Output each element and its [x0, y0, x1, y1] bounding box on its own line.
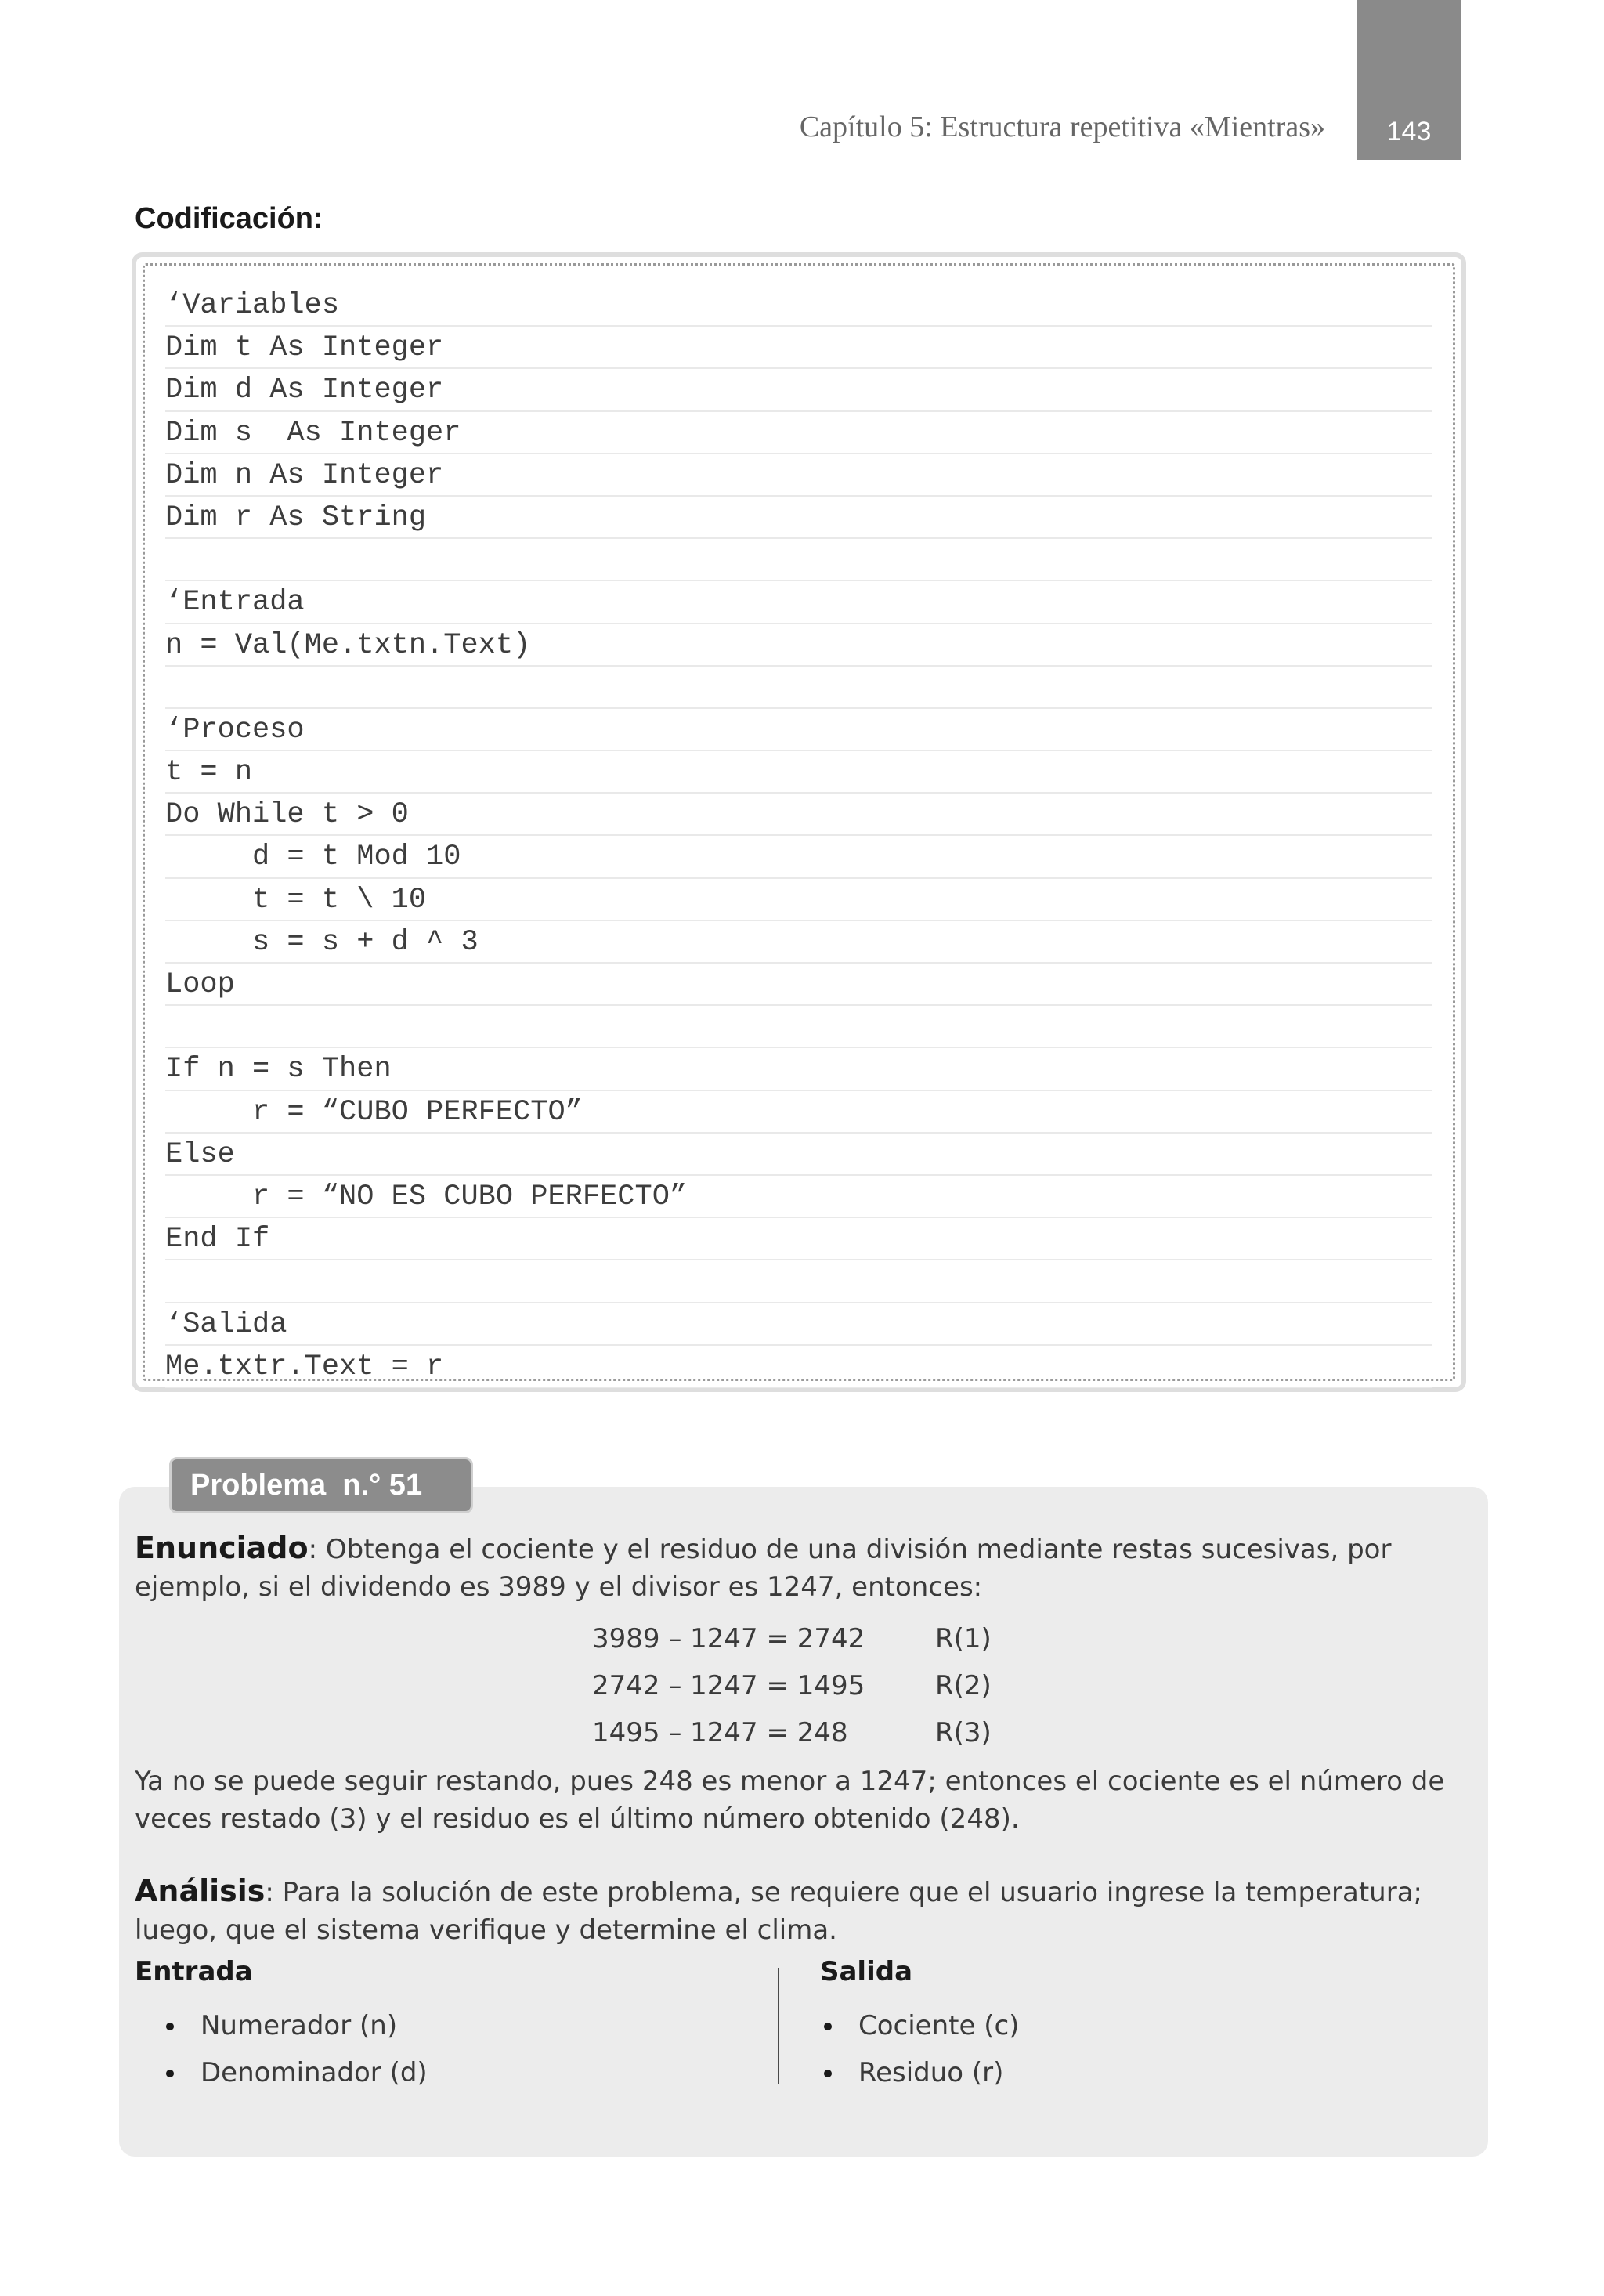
enunciado-text: : Obtenga el cociente y el residuo de una división mediante restas sucesivas, por ejemplo, si el dividendo es 3989 y el divisor es 1247, entonces: [135, 1534, 1392, 1603]
analisis-label: Análisis [135, 1874, 266, 1908]
code-line: If n = s Then [165, 1048, 1432, 1090]
equation-expression: 3989 – 1247 = 2742 [592, 1623, 865, 1654]
code-line: Loop [165, 964, 1432, 1006]
code-line: Me.txtr.Text = r [165, 1346, 1432, 1388]
code-line: Do While t > 0 [165, 794, 1432, 836]
code-line: Dim d As Integer [165, 369, 1432, 411]
analisis-text: : Para la solución de este problema, se requiere que el usuario ingrese la temperatura; luego, que el sistema verifique y determine el clima. [135, 1877, 1422, 1946]
entrada-title: Entrada [135, 1956, 253, 1987]
code-line: End If [165, 1218, 1432, 1260]
problem-label: Problema n.° 51 [169, 1457, 473, 1513]
salida-list [793, 2002, 1019, 2096]
list-item: Denominador (d) [135, 2049, 428, 2096]
code-lines [165, 284, 1432, 1388]
code-line: Else [165, 1134, 1432, 1176]
code-line: n = Val(Me.txtn.Text) [165, 624, 1432, 667]
list-item: Residuo (r) [793, 2049, 1019, 2096]
equation-remainder: R(3) [935, 1717, 992, 1748]
chapter-header: Capítulo 5: Estructura repetitiva «Mientras» [799, 110, 1325, 143]
analisis-paragraph [135, 1872, 1471, 1949]
enunciado-paragraph [135, 1529, 1471, 1606]
code-line: ‘Salida [165, 1303, 1432, 1346]
code-line: d = t Mod 10 [165, 836, 1432, 878]
entrada-list [135, 2002, 428, 2096]
equation-expression: 1495 – 1247 = 248 [592, 1717, 848, 1748]
equation-remainder: R(1) [935, 1623, 992, 1654]
section-title: Codificación: [135, 202, 323, 235]
code-line: r = “NO ES CUBO PERFECTO” [165, 1176, 1432, 1218]
salida-title: Salida [820, 1956, 913, 1987]
equation-remainder: R(2) [935, 1670, 992, 1701]
code-line: Dim n As Integer [165, 454, 1432, 497]
code-line [165, 1006, 1432, 1048]
page-number-tab [1357, 0, 1461, 160]
code-line: Dim t As Integer [165, 327, 1432, 369]
code-line: Dim r As String [165, 497, 1432, 539]
code-line: Dim s As Integer [165, 412, 1432, 454]
code-block [132, 252, 1466, 1392]
enunciado-label: Enunciado [135, 1531, 309, 1565]
code-line: s = s + d ^ 3 [165, 921, 1432, 964]
code-line: ‘Variables [165, 284, 1432, 327]
page-number: 143 [1386, 117, 1432, 146]
code-line: t = n [165, 751, 1432, 794]
code-line: r = “CUBO PERFECTO” [165, 1091, 1432, 1134]
code-line [165, 539, 1432, 581]
code-line: ‘Proceso [165, 709, 1432, 751]
code-line [165, 667, 1432, 709]
column-divider [778, 1968, 779, 2084]
code-block-border [143, 263, 1455, 1381]
code-line: t = t \ 10 [165, 879, 1432, 921]
list-item: Cociente (c) [793, 2002, 1019, 2049]
list-item: Numerador (n) [135, 2002, 428, 2049]
conclusion-paragraph: Ya no se puede seguir restando, pues 248 es menor a 1247; entonces el cociente es el número de veces restado (3) y el residuo es el último número obtenido (248). [135, 1766, 1445, 1835]
code-line [165, 1260, 1432, 1303]
equation-expression: 2742 – 1247 = 1495 [592, 1670, 865, 1701]
code-line: ‘Entrada [165, 581, 1432, 624]
